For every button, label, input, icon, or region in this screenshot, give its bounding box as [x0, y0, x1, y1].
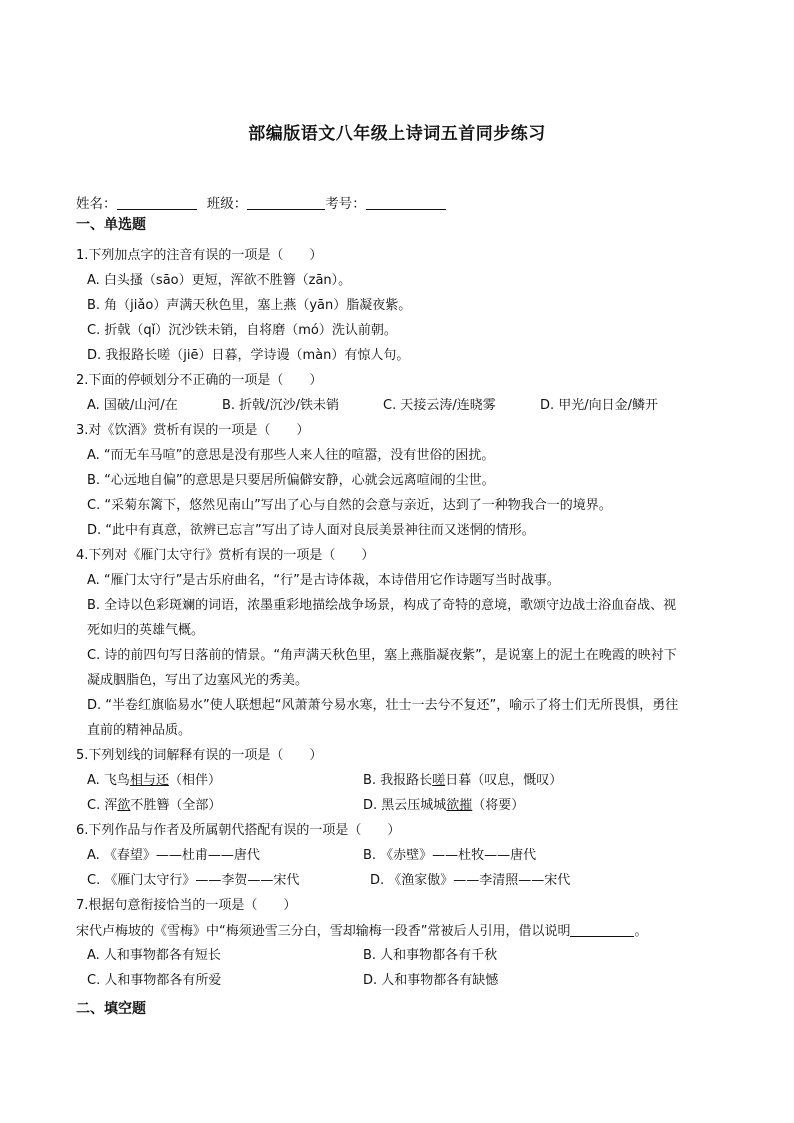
- question-7-option-b[interactable]: B. 人和事物都各有千秋: [363, 948, 498, 963]
- question-4-option-c-line2[interactable]: 凝成胭脂色，写出了边塞风光的秀美。: [87, 673, 309, 688]
- question-2-option-b[interactable]: B. 折戟/沉沙/铁未销: [222, 398, 339, 413]
- question-3-stem: 3.对《饮酒》赏析有误的一项是（ ）: [76, 423, 310, 438]
- page-title: 部编版语文八年级上诗词五首同步练习: [248, 124, 546, 144]
- question-1-option-d[interactable]: D. 我报路长嗟（jiē）日暮，学诗谩（màn）有惊人句。: [87, 348, 410, 363]
- answer-blank[interactable]: [570, 923, 634, 937]
- question-7-stem: 7.根据句意衔接恰当的一项是（ ）: [76, 898, 297, 913]
- option-text: （将要）: [472, 798, 525, 813]
- question-2-option-c[interactable]: C. 天接云涛/连晓雾: [383, 398, 496, 413]
- option-text: B. 我报路长: [363, 773, 433, 788]
- option-text: （相伴）: [168, 773, 221, 788]
- question-3-option-d[interactable]: D. “此中有真意，欲辨已忘言”写出了诗人面对良辰美景神往而又迷惘的情形。: [87, 523, 535, 538]
- question-6-option-a[interactable]: A. 《春望》——杜甫——唐代: [87, 848, 260, 863]
- question-6-option-d[interactable]: D. 《渔家傲》——李清照——宋代: [370, 873, 571, 888]
- underlined-word: 欲摧: [446, 798, 473, 813]
- question-5-stem: 5.下列划线的词解释有误的一项是（ ）: [76, 748, 323, 763]
- context-end: 。: [634, 924, 648, 939]
- question-1-stem: 1.下列加点字的注音有误的一项是（ ）: [76, 248, 323, 263]
- question-1-option-b[interactable]: B. 角（jiǎo）声满天秋色里，塞上燕（yān）脂凝夜紫。: [87, 298, 412, 313]
- section-heading-fill-in: 二、填空题: [76, 1001, 146, 1017]
- option-text: A. 飞鸟: [87, 773, 130, 788]
- question-7-option-d[interactable]: D. 人和事物都各有缺憾: [363, 973, 499, 988]
- question-3-option-b[interactable]: B. “心远地自偏”的意思是只要居所偏僻安静，心就会远离喧闹的尘世。: [87, 473, 495, 488]
- question-4-option-d-line1[interactable]: D. “半卷红旗临易水”使人联想起“风萧萧兮易水寒，壮士一去兮不复还”，喻示了将士们无所畏惧，勇往: [87, 698, 679, 713]
- option-text: C. 浑: [87, 798, 118, 813]
- question-4-option-a[interactable]: A. “雁门太守行”是古乐府曲名，“行”是古诗体裁，本诗借用它作诗题写当时战事。: [87, 573, 560, 588]
- question-4-option-b-line2[interactable]: 死如归的英雄气概。: [87, 623, 205, 638]
- context-text: 宋代卢梅坡的《雪梅》中“梅须逊雪三分白，雪却输梅一段香”常被后人引用，借以说明: [76, 924, 571, 939]
- option-text: D. 黑云压城城: [363, 798, 447, 813]
- option-text: 不胜簪（全部）: [130, 798, 222, 813]
- question-1-option-c[interactable]: C. 折戟（qǐ）沉沙铁未销，自将磨（mó）洗认前朝。: [87, 323, 397, 338]
- question-5-option-c[interactable]: [87, 798, 221, 814]
- underlined-word: 嗟: [432, 773, 446, 788]
- underlined-word: 欲: [117, 798, 131, 813]
- question-3-option-a[interactable]: A. “而无车马喧”的意思是没有那些人来人往的喧嚣，没有世俗的困扰。: [87, 448, 495, 463]
- question-2-option-a[interactable]: A. 国破/山河/在: [87, 398, 178, 413]
- question-4-stem: 4.下列对《雁门太守行》赏析有误的一项是（ ）: [76, 548, 375, 563]
- question-4-option-c-line1[interactable]: C. 诗的前四句写日落前的情景。“角声满天秋色里，塞上燕脂凝夜紫”，是说塞上的泥土在晚霞的映衬下: [87, 648, 677, 663]
- question-7-option-a[interactable]: A. 人和事物都各有短长: [87, 948, 221, 963]
- class-blank[interactable]: [247, 195, 325, 210]
- question-7-option-c[interactable]: C. 人和事物都各有所爱: [87, 973, 222, 988]
- question-4-option-d-line2[interactable]: 直前的精神品质。: [87, 723, 192, 738]
- section-heading-single-choice: 一、单选题: [76, 217, 146, 233]
- number-label: 考号：: [325, 196, 366, 212]
- student-info-row: [76, 192, 446, 212]
- name-label: 姓名：: [76, 196, 117, 212]
- question-5-option-b[interactable]: [363, 773, 562, 789]
- question-5-option-d[interactable]: [363, 798, 524, 814]
- class-label: 班级：: [206, 196, 248, 212]
- option-text: 日暮（叹息，慨叹）: [445, 773, 563, 788]
- question-6-option-b[interactable]: B. 《赤壁》——杜牧——唐代: [363, 848, 537, 863]
- question-4-option-b-line1[interactable]: B. 全诗以色彩斑斓的词语，浓墨重彩地描绘战争场景，构成了奇特的意境，歌颂守边战士浴血奋战、视: [87, 598, 677, 613]
- question-3-option-c[interactable]: C. “采菊东篱下，悠然见南山”写出了心与自然的会意与亲近，达到了一种物我合一的境界。: [87, 498, 612, 513]
- number-blank[interactable]: [366, 195, 446, 210]
- underlined-word: 相与还: [129, 773, 169, 788]
- question-7-context: [76, 923, 648, 940]
- question-2-stem: 2.下面的停顿划分不正确的一项是（ ）: [76, 373, 323, 388]
- question-5-option-a[interactable]: [87, 773, 221, 789]
- name-blank[interactable]: [117, 195, 197, 210]
- question-6-option-c[interactable]: C. 《雁门太守行》——李贺——宋代: [87, 873, 300, 888]
- question-2-option-d[interactable]: D. 甲光/向日金/鳞开: [540, 398, 659, 413]
- question-6-stem: 6.下列作品与作者及所属朝代搭配有误的一项是（ ）: [76, 823, 401, 838]
- question-1-option-a[interactable]: A. 白头搔（sāo）更短，浑欲不胜簪（zān）。: [87, 273, 352, 288]
